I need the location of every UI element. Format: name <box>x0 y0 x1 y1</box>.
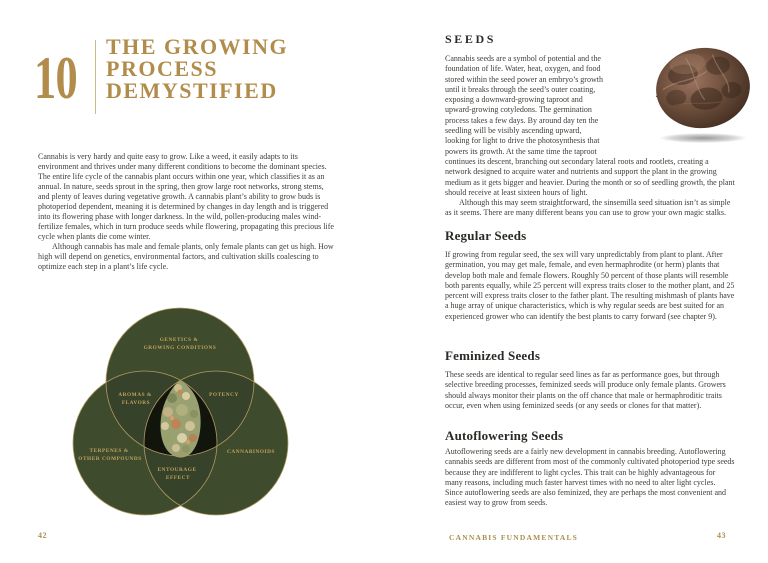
chapter-title-line-1: THE GROWING <box>106 34 289 59</box>
seeds-heading: SEEDS <box>445 32 497 46</box>
autoflowering-seeds-paragraph: Autoflowering seeds are a fairly new development in cannabis breeding. Autoflowering cannabis seeds are different from most of the commonly cultivated photoperiod type seeds because they are indifferent to light cycles. This trait can be highly advantageous for many reasons, including much faster harvest times with no need to alter light cycles. Since autoflowering seeds are also feminized, they are perhaps the most convenient and easiest way to grow from seeds. <box>445 447 735 508</box>
venn-label-aromas-flavors: AROMAS & FLAVORS <box>118 392 152 406</box>
intro-text-block <box>38 152 336 272</box>
autoflowering-seeds-heading: Autoflowering Seeds <box>445 428 564 443</box>
autoflowering-seeds-body <box>445 447 735 509</box>
chapter-title-divider <box>95 40 96 114</box>
intro-paragraph-2: Although cannabis has male and female plants, only female plants can get us high. How high will depend on genetics, environmental factors, and cultivation skills coalescing to optimize each step in a plant’s life cycle. <box>38 242 334 271</box>
regular-seeds-body <box>445 250 735 322</box>
regular-seeds-paragraph: If growing from regular seed, the sex will vary unpredictably from plant to plant. After germination, you may get male, female, and even hermaphrodite (or herm) plants that develop both male and female flowers. Roughly 50 percent of those plants will resemble both parents equally, while 25 percent will express traits closer to the mother plant, and 25 percent will express traits closer to the father plant. The resulting mishmash of plants have a huge array of unique characteristics, which is why regular seeds are best suited for an experienced grower who can identify the best plants to carry forward (see chapter 9). <box>445 250 735 321</box>
seeds-paragraph-2: Although this may seem straightforward, the sinsemilla seed situation isn’t as simple as it seems. There are many different beans you can use to grow your own magic stalks. <box>445 198 731 218</box>
feminized-seeds-heading: Feminized Seeds <box>445 348 541 363</box>
venn-label-genetics: GENETICS & GROWING CONDITIONS <box>143 337 217 351</box>
intro-paragraph-1: Cannabis is very hardy and quite easy to grow. Like a weed, it easily adapts to its environment and thrives under many different conditions to become the dominant species. The entire life cycle of the cannabis plant occurs within one year, which classifies it as an annual. In nature, seeds sprout in the spring, then grow large root networks, strong stems, and plenty of leaves during vegetative growth. A cannabis plant’s ability to grow buds is photoperiod dependent, meaning it is determined by changes in day length and is triggered into its flowering phase with longer darkness. In the wild, pollen-producing males wind-fertilize females, which in turn produce seeds while flowering, propagating this precious life cycle when plants die come winter. <box>38 152 334 241</box>
venn-label-entourage: ENTOURAGE EFFECT <box>157 467 197 481</box>
page-number-right: 43 <box>717 531 726 540</box>
venn-label-terpenes: TERPENES & OTHER COMPOUNDS <box>78 448 142 462</box>
chapter-number: 10 <box>34 45 77 111</box>
running-footer: CANNABIS FUNDAMENTALS <box>449 533 579 542</box>
regular-seeds-heading: Regular Seeds <box>445 228 527 243</box>
venn-diagram <box>60 300 310 525</box>
venn-label-potency: POTENCY <box>209 392 239 398</box>
seeds-paragraph-1: Cannabis seeds are a symbol of potential and the foundation of life. Water, heat, oxygen, and food stored within the seed power an embryo’s growth until it breaks through the seed’s outer coating, exposing a downward-growing taproot and upward-growing cotyledons. The germination process takes a few days. By around day ten the seedling will be visibly ascending upward, looking for light to drive the photosynthesis that powers its growth. At the same time the taproot continues its descent, branching out secondary lateral roots and rootlets, creating a network designed to acquire water and nutrients and support the plant in the growing medium as it gets bigger and heavier. During the month or so of seedling growth, the plant should receive at least sixteen hours of light. <box>445 54 735 197</box>
feminized-seeds-body <box>445 370 735 411</box>
chapter-title-line-3: DEMYSTIFIED <box>106 78 278 103</box>
seed-photo-float-spacer <box>603 54 735 154</box>
chapter-title-line-2: PROCESS <box>106 56 218 81</box>
venn-label-cannabinoids: CANNABINOIDS <box>226 449 276 455</box>
seeds-section-body <box>445 54 735 219</box>
feminized-seeds-paragraph: These seeds are identical to regular seed lines as far as performance goes, but through selective breeding processes, feminized seeds will produce only female plants. Growers should always monitor their plants on the off chance that male or hermaphroditic traits occur, even when using feminized seeds (or any seeds or clones for that matter). <box>445 370 726 410</box>
page-number-left: 42 <box>38 531 47 540</box>
chapter-title <box>106 36 366 102</box>
